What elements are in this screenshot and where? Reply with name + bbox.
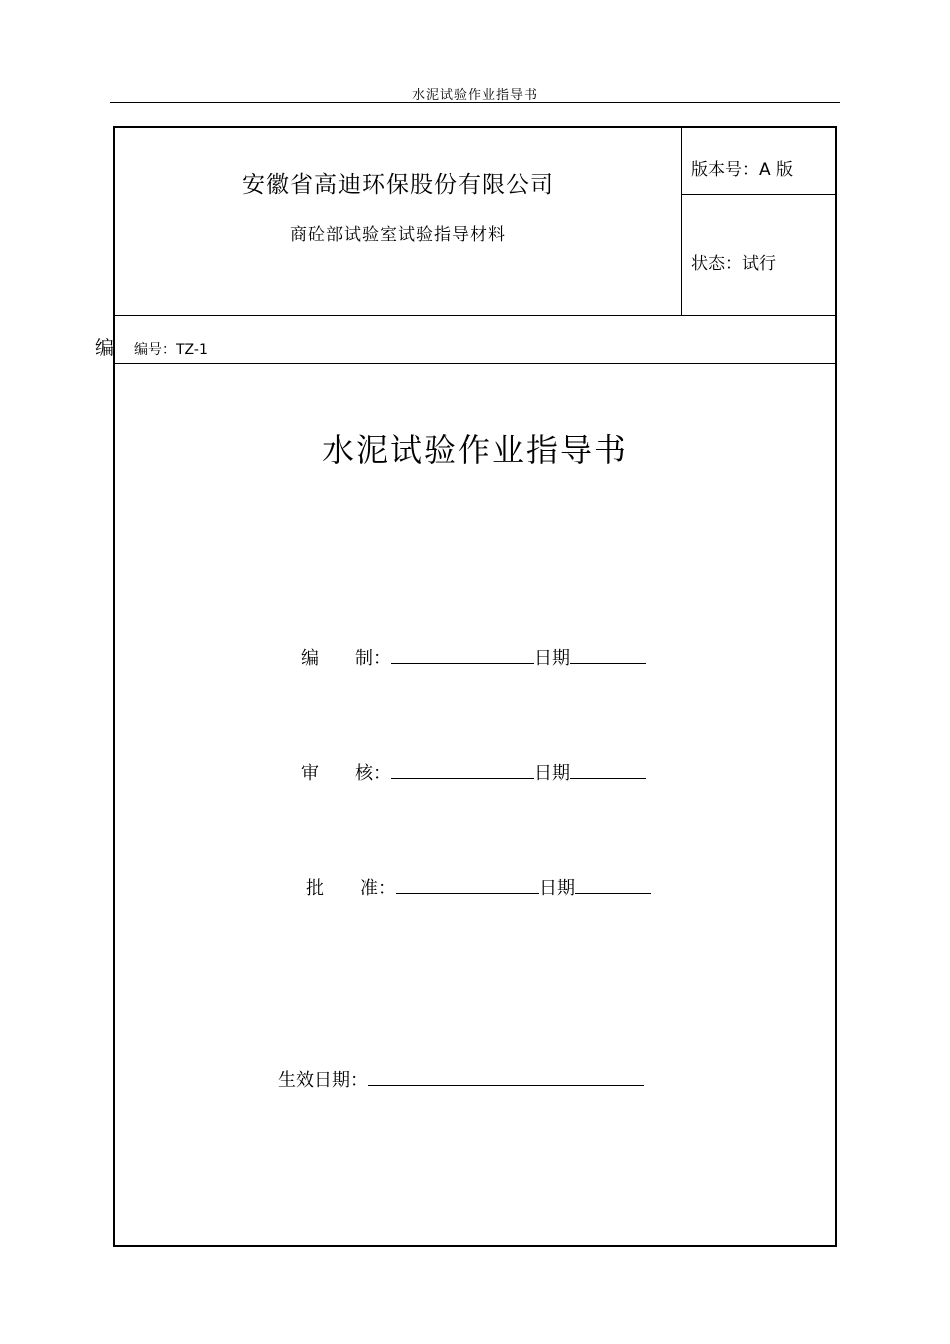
approve-date-line xyxy=(575,875,651,894)
header-divider-vertical xyxy=(681,128,682,315)
approve-date-label: 日期 xyxy=(539,878,575,899)
review-date-line xyxy=(570,760,646,779)
compile-row xyxy=(301,644,646,670)
version-status-divider xyxy=(681,194,835,195)
stray-character: 编 xyxy=(95,337,115,359)
effective-date-label: 生效日期： xyxy=(278,1070,368,1091)
review-row xyxy=(301,759,646,785)
doc-number-divider xyxy=(115,363,835,364)
approve-row xyxy=(306,874,651,900)
page-header: 水泥试验作业指导书 xyxy=(411,88,538,103)
effective-date-row xyxy=(278,1066,644,1092)
document-status: 状态：试行 xyxy=(691,254,776,274)
compile-date-label: 日期 xyxy=(534,648,570,669)
document-frame xyxy=(113,126,837,1247)
review-date-label: 日期 xyxy=(534,763,570,784)
compile-signature-line xyxy=(391,645,534,664)
approve-label: 批 准： xyxy=(306,878,396,899)
company-name: 安徽省高迪环保股份有限公司 xyxy=(242,172,554,198)
document-number: 编号：TZ-1 xyxy=(134,342,208,358)
header-rule xyxy=(110,102,840,103)
header-bottom-divider xyxy=(115,315,835,316)
department-subtitle: 商砼部试验室试验指导材料 xyxy=(290,225,506,245)
document-title: 水泥试验作业指导书 xyxy=(321,431,628,469)
compile-label: 编 制： xyxy=(301,648,391,669)
review-signature-line xyxy=(391,760,534,779)
compile-date-line xyxy=(570,645,646,664)
approve-signature-line xyxy=(396,875,539,894)
effective-date-line xyxy=(368,1067,644,1086)
review-label: 审 核： xyxy=(301,763,391,784)
version-number: 版本号：A 版 xyxy=(691,160,794,180)
